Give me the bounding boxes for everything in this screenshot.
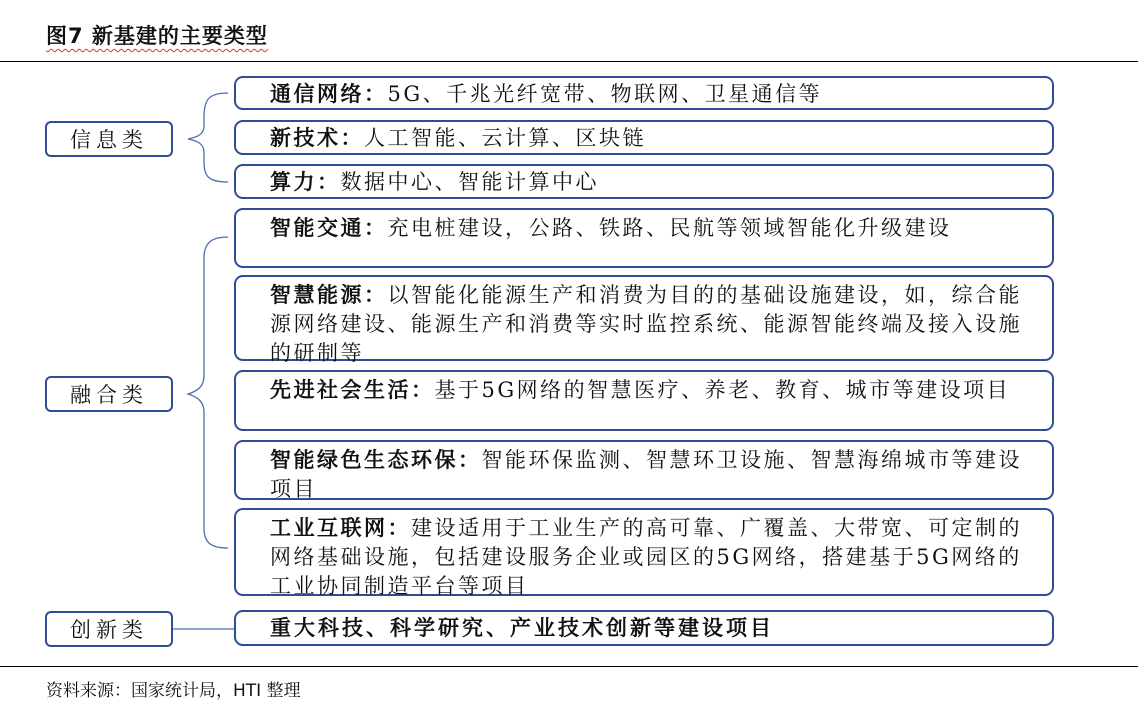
item-text: 建设适用于工业生产的高可靠、广覆盖、大带宽、可定制的网络基础设施，包括建设服务企业或园区的5G网络，搭建基于5G网络的工业协同制造平台等项目 (270, 516, 1022, 598)
category-innovation: 创新类 (45, 611, 173, 647)
category-fusion: 融合类 (45, 376, 173, 412)
item-text: 基于5G网络的智慧医疗、养老、教育、城市等建设项目 (434, 378, 1011, 402)
item-text: 5G、千兆光纤宽带、物联网、卫星通信等 (387, 82, 823, 106)
item-smart-transport (234, 208, 1054, 268)
category-info: 信息类 (45, 121, 173, 157)
item-head: 新技术： (270, 126, 364, 150)
item-computing-power (234, 164, 1054, 199)
item-industrial-internet (234, 508, 1054, 596)
item-innovation-projects: 重大科技、科学研究、产业技术创新等建设项目 (234, 610, 1054, 646)
item-text: 充电桩建设，公路、铁路、民航等领域智能化升级建设 (387, 216, 952, 240)
item-smart-green-ecology (234, 440, 1054, 500)
item-head: 智能交通： (270, 216, 388, 240)
item-head: 通信网络： (270, 82, 388, 106)
item-new-technology (234, 120, 1054, 155)
item-head: 工业互联网： (270, 516, 411, 540)
source-note: 资料来源：国家统计局，HTI 整理 (46, 681, 301, 701)
item-head: 智能绿色生态环保： (270, 448, 482, 472)
brace-info (188, 93, 228, 182)
item-head: 算力： (270, 170, 341, 194)
item-text: 人工智能、云计算、区块链 (364, 126, 646, 150)
item-communication-network (234, 76, 1054, 110)
item-text: 以智能化能源生产和消费为目的的基础设施建设，如，综合能源网络建设、能源生产和消费等实时监控系统、能源智能终端及接入设施的研制等 (270, 283, 1022, 365)
item-text: 智能环保监测、智慧环卫设施、智慧海绵城市等建设项目 (270, 448, 1022, 501)
item-advanced-social-life (234, 370, 1054, 431)
item-head: 先进社会生活： (270, 378, 435, 402)
item-text: 数据中心、智能计算中心 (340, 170, 599, 194)
item-smart-energy (234, 275, 1054, 365)
figure-title: 图7 新基建的主要类型 (46, 24, 268, 48)
item-head: 智慧能源： (270, 283, 388, 307)
bottom-rule (0, 666, 1138, 667)
brace-fusion (188, 237, 228, 548)
